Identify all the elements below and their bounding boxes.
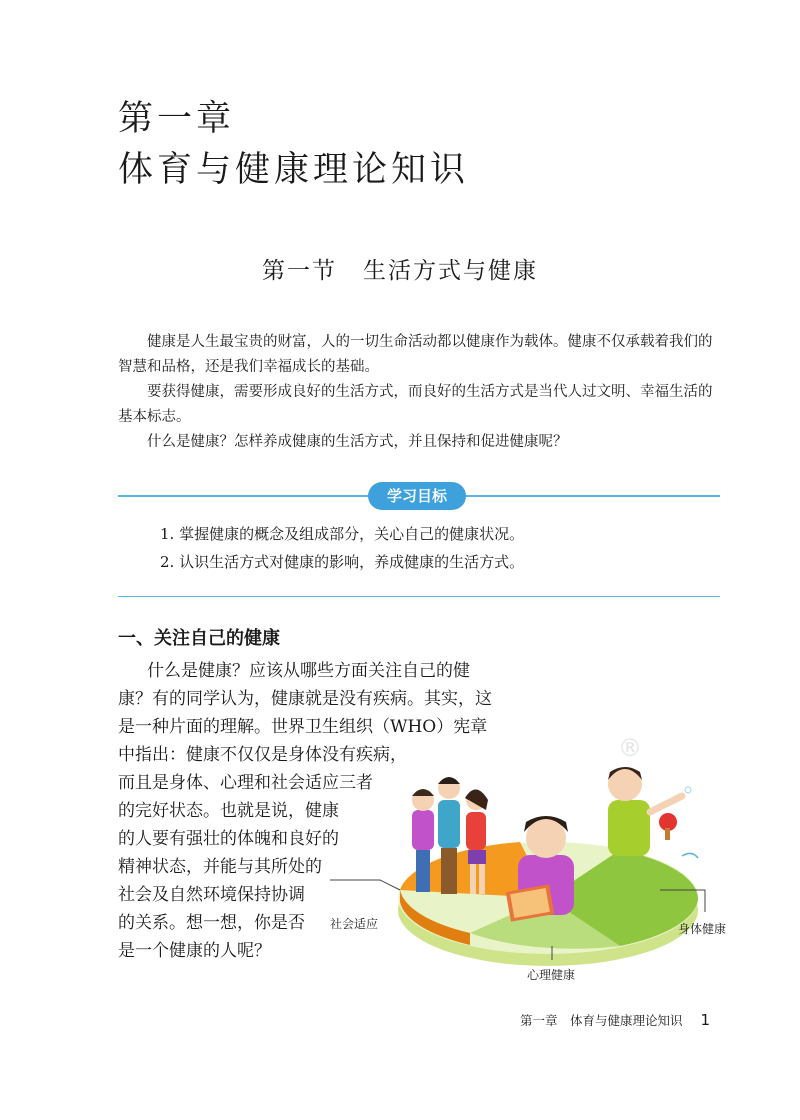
body-line: 社会及自然环境保持协调 (118, 885, 305, 905)
section-number: 第一节 (262, 258, 337, 284)
intro-paragraph: 健康是人生最宝贵的财富，人的一切生命活动都以健康作为载体。健康不仅承载着我们的智慧和品格，还是我们幸福成长的基础。 (118, 334, 713, 375)
chapter-title: 体育与健康理论知识 (118, 150, 470, 190)
leader-social (330, 880, 400, 890)
body-line: 而且是身体、心理和社会适应三者 (118, 773, 373, 793)
health-illustration (320, 760, 740, 990)
label-social-adaptation: 社会适应 (330, 917, 379, 931)
learning-goals-badge: 学习目标 (368, 482, 466, 510)
label-physical-health: 身体健康 (678, 922, 727, 936)
label-mental-health: 心理健康 (527, 968, 576, 982)
body-line: 什么是健康？应该从哪些方面关注自己的健 (147, 661, 470, 681)
goals-bottom-rule (118, 596, 720, 597)
body-line: 是一个健康的人呢？ (118, 941, 271, 961)
body-line: 的关系。想一想，你是否 (118, 913, 305, 933)
intro-text (118, 330, 720, 455)
section-name: 生活方式与健康 (363, 258, 538, 284)
chapter-label: 第一章 (118, 99, 236, 139)
subsection-heading: 一、关注自己的健康 (118, 628, 280, 649)
body-line: 的完好状态。也就是说，健康 (118, 801, 339, 821)
goal-item: 1. 掌握健康的概念及组成部分，关心自己的健康状况。 (160, 525, 525, 543)
page-footer (520, 1011, 710, 1029)
body-line: 康？有的同学认为，健康就是没有疾病。其实，这 (118, 689, 492, 709)
footer-chapter: 第一章 体育与健康理论知识 (519, 1013, 683, 1028)
registered-mark: ® (618, 734, 642, 762)
section-title (0, 252, 800, 285)
body-line: 是一种片面的理解。世界卫生组织（WHO）宪章 (118, 717, 488, 737)
table-tennis-student (608, 767, 698, 858)
goal-item: 2. 认识生活方式对健康的影响，养成健康的生活方式。 (160, 553, 525, 571)
intro-paragraph: 什么是健康？怎样养成健康的生活方式，并且保持和促进健康呢？ (147, 434, 568, 450)
body-line: 中指出：健康不仅仅是身体没有疾病， (118, 745, 407, 765)
page-number: 1 (700, 1011, 710, 1029)
body-line: 的人要有强壮的体魄和良好的 (118, 829, 339, 849)
learning-goals-list (160, 520, 720, 576)
body-line: 精神状态，并能与其所处的 (118, 857, 322, 877)
intro-paragraph: 要获得健康，需要形成良好的生活方式，而良好的生活方式是当代人过文明、幸福生活的基本标志。 (118, 384, 713, 425)
